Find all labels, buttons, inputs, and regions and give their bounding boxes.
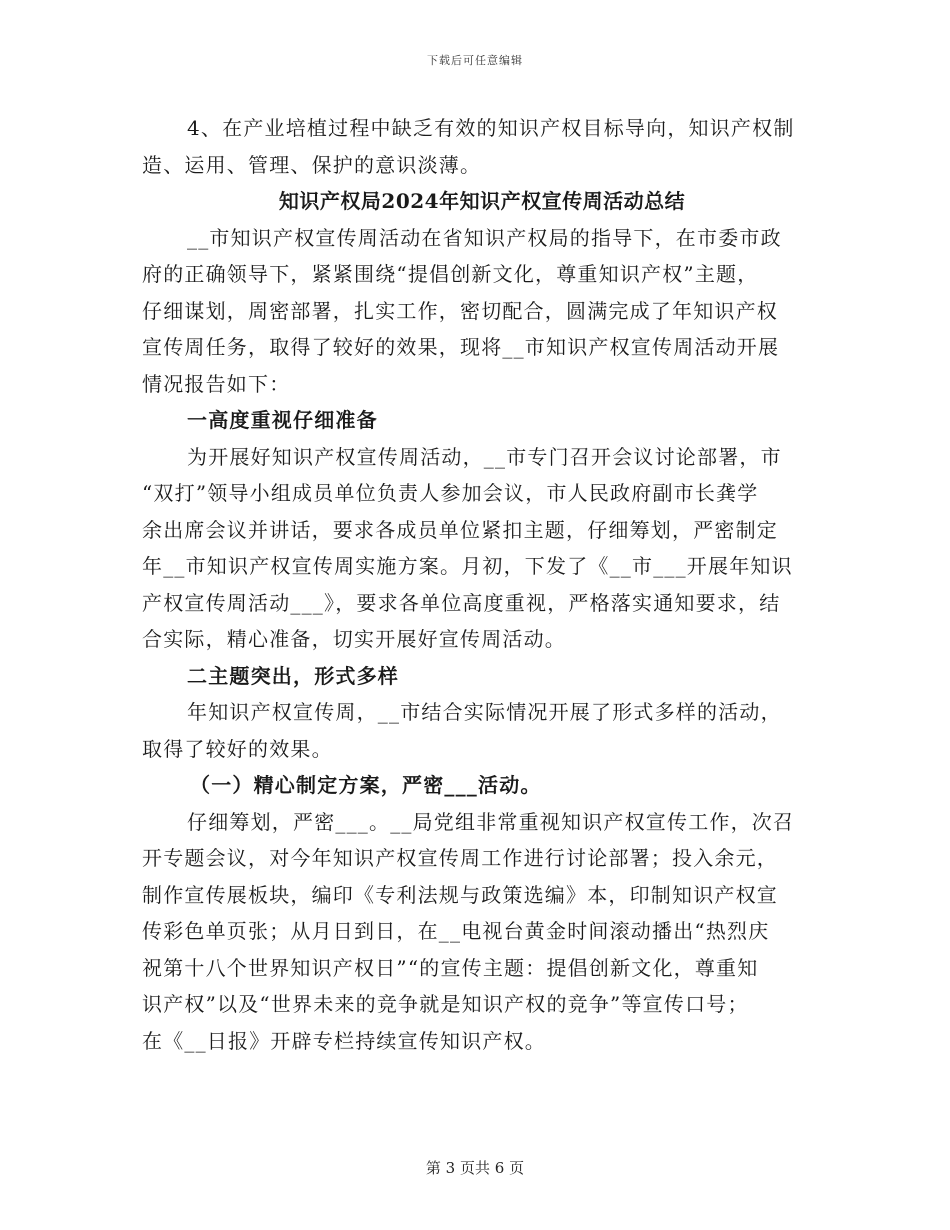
paragraph-line: __市知识产权宣传周活动在省知识产权局的指导下，在市委市政 bbox=[187, 225, 782, 250]
paragraph-line: 年__市知识产权宣传周实施方案。月初，下发了《__市___开展年知识 bbox=[142, 554, 793, 578]
document-title: 知识产权局2024年知识产权宣传周活动总结 bbox=[278, 189, 686, 213]
section-heading: 一高度重视仔细准备 bbox=[187, 408, 378, 432]
page-header: 下载后可任意编辑 bbox=[427, 54, 523, 67]
paragraph-line: 4、在产业培植过程中缺乏有效的知识产权目标导向，知识产权制 bbox=[187, 116, 795, 140]
section-heading: 二主题突出，形式多样 bbox=[187, 663, 399, 688]
paragraph-line: 传彩色单页张；从月日到日，在__电视台黄金时间滚动播出“热烈庆 bbox=[142, 919, 770, 943]
paragraph-line: 仔细谋划，周密部署，扎实工作，密切配合，圆满完成了年知识产权 bbox=[142, 298, 778, 323]
document-body bbox=[142, 110, 822, 1059]
paragraph-line: 府的正确领导下，紧紧围绕“提倡创新文化，尊重知识产权”主题， bbox=[142, 262, 759, 286]
paragraph-line: 仔细筹划，严密___。__局党组非常重视知识产权宣传工作，次召 bbox=[187, 809, 795, 834]
paragraph-line: 取得了较好的效果。 bbox=[142, 736, 333, 761]
paragraph-line: 在《__日报》开辟专栏持续宣传知识产权。 bbox=[142, 1028, 546, 1053]
paragraph-line: 为开展好知识产权宣传周活动，__市专门召开会议讨论部署，市 bbox=[187, 444, 782, 469]
paragraph-line: 宣传周任务，取得了较好的效果，现将__市知识产权宣传周活动开展 bbox=[142, 335, 780, 359]
paragraph-line: 制作宣传展板块，编印《专利法规与政策选编》本，印制知识产权宣 bbox=[142, 882, 778, 907]
paragraph-line: “双打”领导小组成员单位负责人参加会议，市人民政府副市长龚学 bbox=[142, 481, 759, 505]
paragraph-line: 余出席会议并讲话，要求各成员单位紧扣主题，仔细筹划，严密制定 bbox=[142, 517, 778, 542]
paragraph-line: 开专题会议，对今年知识产权宣传周工作进行讨论部署；投入余元， bbox=[142, 846, 778, 870]
paragraph-line: 情况报告如下： bbox=[142, 371, 291, 396]
paragraph-line: 识产权”以及“世界未来的竞争就是知识产权的竞争”等宣传口号； bbox=[142, 992, 749, 1016]
paragraph-line: 年知识产权宣传周，__市结合实际情况开展了形式多样的活动， bbox=[187, 700, 782, 724]
page-footer: 第 3 页共 6 页 bbox=[425, 1159, 525, 1177]
paragraph-line: 造、运用、管理、保护的意识淡薄。 bbox=[142, 152, 482, 177]
paragraph-line: 产权宣传周活动___》，要求各单位高度重视，严格落实通知要求，结 bbox=[142, 590, 781, 615]
paragraph-line: 祝第十八个世界知识产权日”“的宣传主题：提倡创新文化，尊重知 bbox=[142, 955, 759, 980]
paragraph-line: 合实际，精心准备，切实开展好宣传周活动。 bbox=[142, 627, 566, 651]
subsection-heading: （一）精心制定方案，严密___活动。 bbox=[190, 773, 542, 797]
